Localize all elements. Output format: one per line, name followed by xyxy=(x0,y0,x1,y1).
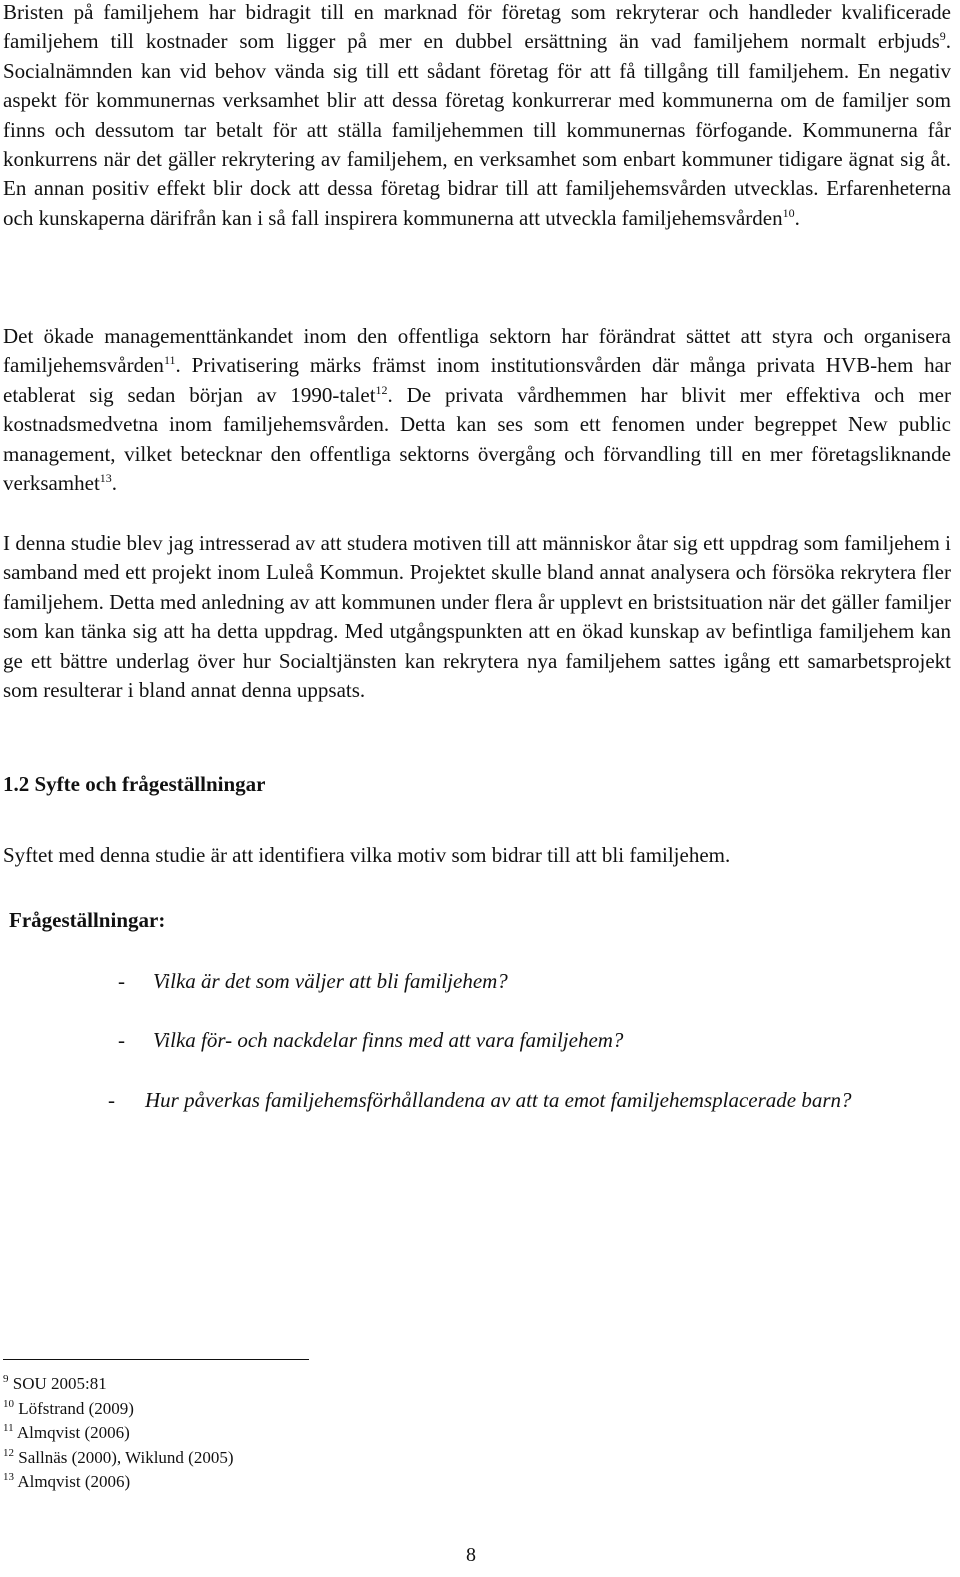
footnote xyxy=(3,1398,134,1420)
footnote xyxy=(3,1471,130,1493)
footnote-ref-11[interactable]: 11 xyxy=(163,353,176,368)
paragraph-text: Det ökade managementtänkandet inom den offentliga sektorn har förändrat sättet att styra och organisera familjehemsvården xyxy=(3,324,951,378)
footnote-text: Almqvist (2006) xyxy=(17,1472,131,1491)
footnote xyxy=(3,1422,130,1444)
footnote-number: 9 xyxy=(3,1373,9,1385)
question-text: Vilka är det som väljer att bli familjehem? xyxy=(153,969,508,993)
footnote-separator xyxy=(3,1359,309,1360)
footnote-text: SOU 2005:81 xyxy=(12,1374,107,1393)
footnote-number: 11 xyxy=(3,1422,14,1434)
footnote-text: Almqvist (2006) xyxy=(16,1423,130,1442)
footnote xyxy=(3,1447,234,1469)
paragraph-text: . De privata vårdhemmen har blivit mer effektiva och mer kostnadsmedvetna inom familjehemsvården. Detta kan ses som ett fenomen under begreppet New public management, vilket betecknar den offentliga sektorns övergång och förvandling till en mer företagsliknande verksamhet xyxy=(3,382,951,496)
page-number: 8 xyxy=(466,1544,476,1566)
footnote-number: 12 xyxy=(3,1447,14,1459)
question-text: Hur påverkas familjehemsförhållandena av att ta emot familjehemsplacerade barn? xyxy=(145,1088,852,1112)
section-heading: 1.2 Syfte och frågeställningar xyxy=(3,772,266,796)
paragraph-text: . Socialnämnden kan vid behov vända sig till ett sådant företag för att få tillgång till familjehem. En negativ aspekt för kommunernas verksamhet blir att dessa företag konkurrerar med kommunerna om de familjer som finns och dessutom tar betalt för att ställa familjehemmen till kommunernas förfogande. Kommunerna får konkurrens när det gäller rekrytering av familjehem, en verksamhet som enbart kommuner tidigare ägnat sig åt. En annan positiv effekt blir dock att dessa företag bidrar till att familjehemsvården utvecklas. Erfarenheterna och kunskaperna därifrån kan i så fall inspirera kommunerna att utveckla familjehemsvården xyxy=(3,29,951,230)
list-dash: - xyxy=(118,969,125,993)
footnote-text: Löfstrand (2009) xyxy=(18,1399,134,1418)
footnote-number: 10 xyxy=(3,1398,14,1410)
list-dash: - xyxy=(118,1028,125,1052)
question-text: Vilka för- och nackdelar finns med att vara familjehem? xyxy=(153,1028,624,1052)
paragraph-text: . xyxy=(794,205,800,230)
paragraph-text: . xyxy=(111,471,118,496)
footnote-ref-10[interactable]: 10 xyxy=(782,205,795,220)
paragraph-text: Bristen på familjehem har bidragit till en marknad för företag som rekryterar och handleder kvalificerade familjehem till kostnader som ligger på mer en dubbel ersättning än vad familjehem normalt erbjuds xyxy=(3,0,951,54)
footnote-text: Sallnäs (2000), Wiklund (2005) xyxy=(18,1448,234,1467)
paragraph-study-background: I denna studie blev jag intresserad av att studera motiven till att människor åtar sig ett uppdrag som familjehem i samband med ett projekt inom Luleå Kommun. Projektet skulle bland annat analysera och försöka rekrytera fler familjehem. Detta med anledning av att kommunen under flera år upplevt en bristsituation när det gäller familjer som kan tänka sig att ha detta uppdrag. Med utgångspunkten att en ökad kunskap av befintliga familjehem kan ge ett bättre underlag över hur Socialtjänsten kan rekrytera nya familjehem sattes igång ett samarbetsprojekt som resulterar i bland annat denna uppsats. xyxy=(3,531,951,703)
questions-heading: Frågeställningar: xyxy=(9,908,166,932)
paragraph-management xyxy=(3,322,951,498)
footnote xyxy=(3,1373,107,1395)
list-dash: - xyxy=(108,1088,115,1112)
footnote-ref-12[interactable]: 12 xyxy=(375,382,388,397)
footnote-number: 13 xyxy=(3,1471,14,1483)
aim-statement: Syftet med denna studie är att identifiera vilka motiv som bidrar till att bli familjehem. xyxy=(3,843,731,867)
footnote-ref-13[interactable]: 13 xyxy=(99,471,112,486)
paragraph-market-companies xyxy=(3,0,951,233)
paragraph-text: . Privatisering märks främst inom institutionsvården där många privata HVB-hem har etablerat sig sedan början av 1990-talet xyxy=(3,353,951,407)
footnote-ref-9[interactable]: 9 xyxy=(939,29,946,44)
